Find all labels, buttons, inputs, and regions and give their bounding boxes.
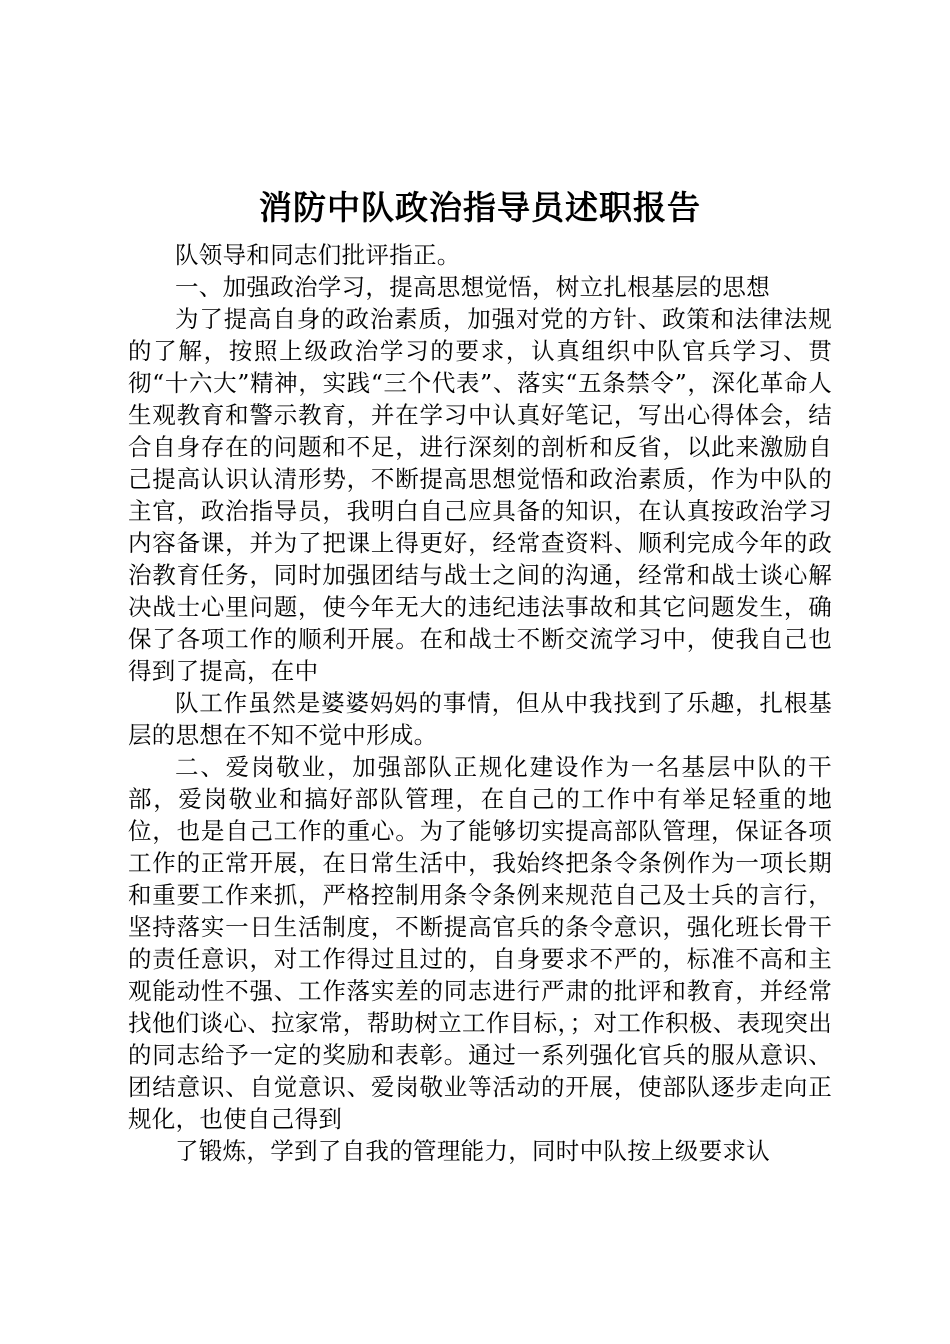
document-page [128,183,832,1167]
paragraph-political-study: 为了提高自身的政治素质，加强对党的方针、政策和法律法规的了解，按照上级政治学习的要求，认真组织中队官兵学习、贯彻“十六大”精神，实践“三个代表”、落实“五条禁令”，深化革命人生观教育和警示教育，并在学习中认真好笔记，写出心得体会，结合自身存在的问题和不足，进行深刻的剖析和反省，以此来激励自己提高认识认清形势，不断提高思想觉悟和政治素质，作为中队的主官，政治指导员，我明白自己应具备的知识，在认真按政治学习内容备课，并为了把课上得更好，经常查资料、顺利完成今年的政治教育任务，同时加强团结与战士之间的沟通，经常和战士谈心解决战士心里问题，使今年无大的违纪违法事故和其它问题发生，确保了各项工作的顺利开展。在和战士不断交流学习中，使我自己也得到了提高，在中 [128,305,832,685]
paragraph-self-training: 了锻炼，学到了自我的管理能力，同时中队按上级要求认 [175,1137,770,1165]
document-title: 消防中队政治指导员述职报告 [259,188,701,227]
paragraph-dedication-management: 二、爱岗敬业，加强部队正规化建设作为一名基层中队的干部，爱岗敬业和搞好部队管理，在自己的工作中有举足轻重的地位，也是自己工作的重心。为了能够切实提高部队管理，保证各项工作的正常开展，在日常生活中，我始终把条令条例作为一项长期和重要工作来抓，严格控制用条令条例来规范自己及士兵的言行，坚持落实一日生活制度，不断提高官兵的条令意识，强化班长骨干的责任意识，对工作得过且过的，自身要求不严的，标准不高和主观能动性不强、工作落实差的同志进行严肃的批评和教育，并经常找他们谈心、拉家常，帮助树立工作目标，；对工作积极、表现突出的同志给予一定的奖励和表彰。通过一系列强化官兵的服从意识、团结意识、自觉意识、爱岗敬业等活动的开展，使部队逐步走向正规化，也使自己得到 [128,753,832,1133]
paragraph-closing-request: 队领导和同志们批评指正。 [175,241,461,269]
section-heading-political-study: 一、加强政治学习，提高思想觉悟，树立扎根基层的思想 [175,273,770,301]
paragraph-grassroots-thinking: 队工作虽然是婆婆妈妈的事情，但从中我找到了乐趣，扎根基层的思想在不知不觉中形成。 [128,689,832,749]
